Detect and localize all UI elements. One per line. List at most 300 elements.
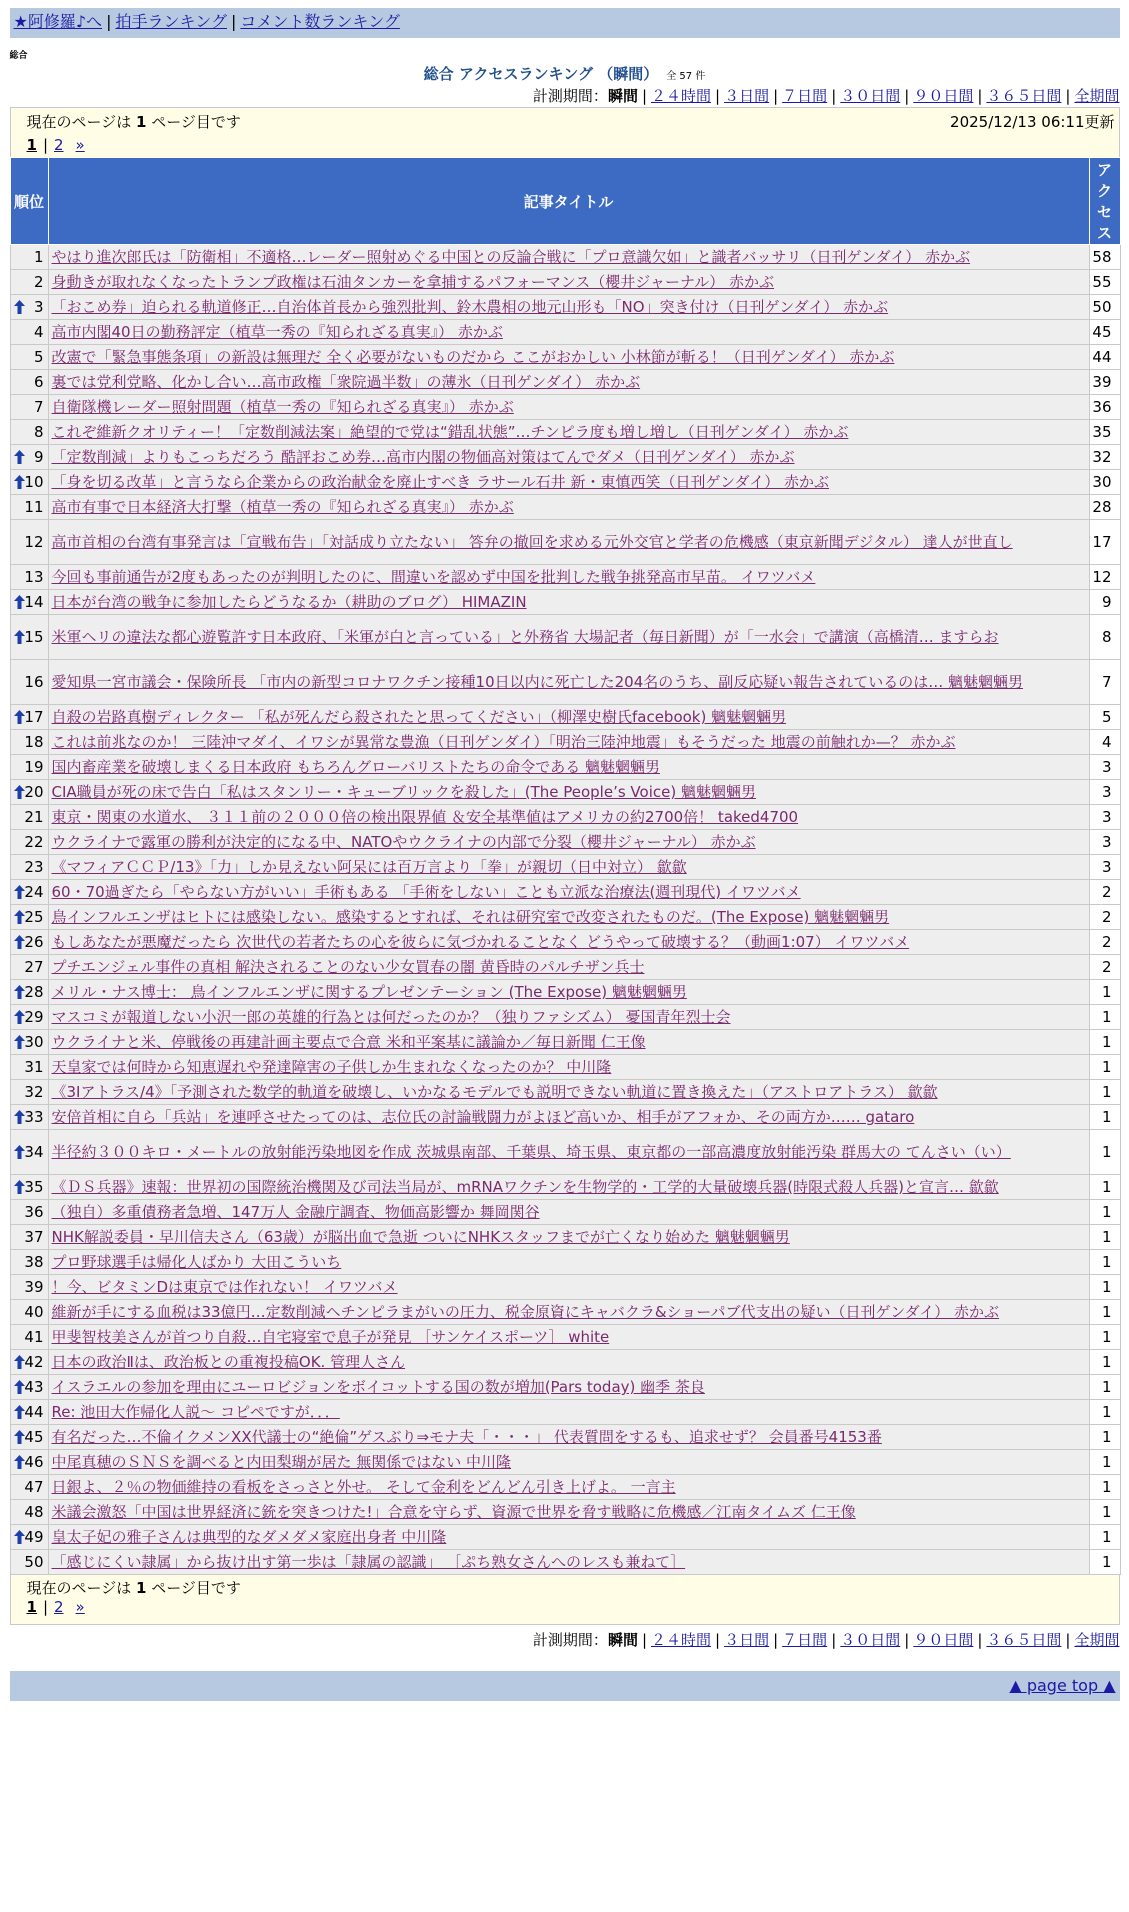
title-cell [48, 660, 1089, 705]
table-row [10, 445, 1120, 470]
rank-cell [10, 730, 48, 755]
title-cell [48, 1425, 1089, 1450]
article-title-link[interactable]: プロ野球選手は帰化人ばかり 大田こういち [51, 1253, 342, 1271]
title-cell [48, 420, 1089, 445]
rank-cell [10, 470, 48, 495]
rank-number: 2 [33, 273, 44, 291]
article-title-link[interactable]: メリル・ナス博士： 鳥インフルエンザに関するプレゼンテーション (The Expose) 魑魅魍魎男 [51, 983, 687, 1001]
table-row [10, 1250, 1120, 1275]
access-count: 2 [1089, 955, 1120, 980]
up-arrow-icon [14, 300, 25, 314]
access-count: 1 [1089, 1400, 1120, 1425]
title-cell [48, 345, 1089, 370]
article-title-link[interactable]: （独自）多重債務者急増、147万人 金融庁調査、物価高影響か 舞岡関谷 [51, 1203, 540, 1221]
access-count: 3 [1089, 830, 1120, 855]
title-cell [48, 1450, 1089, 1475]
article-title-link[interactable]: 《ＤＳ兵器》速報：世界初の国際統治機関及び司法当局が、mRNAワクチンを生物学的・工学的大量破壊兵器(時限式殺人兵器)と宣言… 歙歙 [51, 1178, 999, 1196]
rank-number: 11 [24, 498, 44, 516]
table-row [10, 615, 1120, 660]
table-row [10, 1130, 1120, 1175]
table-row [10, 1425, 1120, 1450]
article-title-link[interactable]: もしあなたが悪魔だったら 次世代の若者たちの心を彼らに気づかれることなく どうやって破壊する？（動画1:07） イワツバメ [51, 933, 910, 951]
access-count: 1 [1089, 1175, 1120, 1200]
bottom-bar [10, 1671, 1120, 1701]
up-arrow-icon [14, 595, 25, 609]
access-count: 1 [1089, 1130, 1120, 1175]
article-title-link[interactable]: 有名だった…不倫イクメンXX代議士の“絶倫”ゲスぶり⇒モナ夫「・・・」 代表質問をするも、追求せず？ 会員番号4153番 [51, 1428, 882, 1446]
article-title-link[interactable]: 身動きが取れなくなったトランプ政権は石油タンカーを拿捕するパフォーマンス（櫻井ジャーナル） 赤かぶ [51, 273, 775, 291]
rank-cell [10, 805, 48, 830]
table-row [10, 730, 1120, 755]
table-row [10, 1225, 1120, 1250]
access-count: 1 [1089, 1275, 1120, 1300]
title-cell [48, 955, 1089, 980]
article-title-link[interactable]: 維新が手にする血税は33億円…定数削減ヘチンピラまがいの圧力、税金原資にキャバクラ&ショーパブ代支出の疑い（日刊ゲンダイ） 赤かぶ [51, 1303, 1000, 1321]
title-cell [48, 1055, 1089, 1080]
header-rank: 順位 [10, 158, 48, 245]
table-row [10, 1450, 1120, 1475]
period-link-7d[interactable]: ７日間 [782, 1631, 828, 1649]
title-cell [48, 805, 1089, 830]
ranking-table [10, 157, 1121, 1575]
current-page-text: 現在のページは 1 ページ目です [26, 1579, 241, 1597]
rank-number: 16 [24, 673, 44, 691]
period-selector-bottom: 計測期間：瞬間 | ２４時間 | ３日間 | ７日間 | ３０日間 | ９０日間 | ３６５日間 | 全期間 [532, 1631, 1120, 1649]
access-count: 5 [1089, 705, 1120, 730]
rank-number: 14 [24, 593, 44, 611]
article-title-link[interactable]: 鳥インフルエンザはヒトには感染しない。感染するとすれば、それは研究室で改変されたものだ。(The Expose) 魑魅魍魎男 [51, 908, 890, 926]
rank-cell [10, 1300, 48, 1325]
article-title-link[interactable]: 《3Iアトラス/4》「予測された数学的軌道を破壊し、いかなるモデルでも説明できない軌道に置き換えた」（アストロアトラス） 歙歙 [51, 1083, 938, 1101]
rank-number: 6 [33, 373, 44, 391]
period-link-90d[interactable]: ９０日間 [913, 87, 974, 105]
pager: 1 | 2 » [26, 136, 85, 154]
rank-cell [10, 780, 48, 805]
article-title-link[interactable]: 米議会激怒「中国は世界経済に銃を突きつけた!」合意を守らず、資源で世界を脅す戦略に危機感／江南タイムズ 仁王像 [51, 1503, 856, 1521]
rank-number: 22 [24, 833, 44, 851]
rank-number: 46 [24, 1453, 44, 1471]
rank-number: 47 [24, 1478, 44, 1496]
table-row [10, 1350, 1120, 1375]
rank-cell [10, 520, 48, 565]
rank-number: 8 [33, 423, 44, 441]
access-count: 35 [1089, 420, 1120, 445]
rank-cell [10, 1425, 48, 1450]
rank-number: 45 [24, 1428, 44, 1446]
access-count: 1 [1089, 1080, 1120, 1105]
title-cell [48, 245, 1089, 270]
header-access: アクセス [1089, 158, 1120, 245]
article-title-link[interactable]: 東京・関東の水道水、 ３１１前の２０００倍の検出限界値 ＆安全基準値はアメリカの約2700倍！ taked4700 [51, 808, 799, 826]
period-link-30d[interactable]: ３０日間 [840, 87, 901, 105]
title-cell [48, 1375, 1089, 1400]
article-title-link[interactable]: 米軍ヘリの違法な都心遊覧許す日本政府、「米軍が白と言っている」と外務省 大場記者（毎日新聞）が「一水会」で講演（高橋清… ますらお [51, 628, 999, 646]
pager: 1 | 2 » [26, 1598, 85, 1616]
title-cell [48, 1250, 1089, 1275]
up-arrow-icon [14, 1380, 25, 1394]
access-count: 50 [1089, 295, 1120, 320]
period-link-all[interactable]: 全期間 [1074, 1631, 1120, 1649]
article-title-link[interactable]: イスラエルの参加を理由にユーロビジョンをボイコットする国の数が増加(Pars today) 幽季 茶良 [51, 1378, 705, 1396]
up-arrow-icon [14, 1180, 25, 1194]
access-count: 1 [1089, 1525, 1120, 1550]
rank-number: 24 [24, 883, 44, 901]
article-title-link[interactable]: 60・70過ぎたら「やらない方がいい」手術もある 「手術をしない」ことも立派な治療法(週刊現代) イワツバメ [51, 883, 801, 901]
up-arrow-icon [14, 985, 25, 999]
rank-number: 36 [24, 1203, 44, 1221]
rank-cell [10, 705, 48, 730]
up-arrow-icon [14, 1530, 25, 1544]
nav-link-comment-ranking[interactable]: コメント数ランキング [240, 12, 400, 31]
rank-number: 23 [24, 858, 44, 876]
access-count: 44 [1089, 345, 1120, 370]
access-count: 2 [1089, 905, 1120, 930]
article-title-link[interactable]: 改憲で「緊急事態条項」の新設は無理だ 全く必要がないものだから ここがおかしい 小林節が斬る！（日刊ゲンダイ） 赤かぶ [51, 348, 895, 366]
rank-number: 19 [24, 758, 44, 776]
article-title-link[interactable]: 愛知県一宮市議会・保険所長 「市内の新型コロナワクチン接種10日以内に死亡した204名のうち、副反応疑い報告されているのは… 魑魅魍魎男 [51, 673, 1024, 691]
article-title-link[interactable]: 国内畜産業を破壊しまくる日本政府 もちろんグローバリストたちの命令である 魑魅魍魎男 [51, 758, 660, 776]
nav-separator: | [106, 12, 112, 31]
rank-number: 10 [24, 473, 44, 491]
table-row [10, 590, 1120, 615]
period-label: 計測期間： [532, 87, 608, 105]
header-title: 記事タイトル [48, 158, 1089, 245]
rank-cell [10, 615, 48, 660]
article-title-link[interactable]: ！今、ビタミンDは東京では作れない！ イワツバメ [51, 1278, 398, 1296]
rank-number: 3 [33, 298, 44, 316]
rank-number: 4 [33, 323, 44, 341]
period-link-24h[interactable]: ２４時間 [651, 87, 712, 105]
rank-number: 31 [24, 1058, 44, 1076]
article-title-link[interactable]: 自衛隊機レーダー照射問題（植草一秀の『知られざる真実』） 赤かぶ [51, 398, 514, 416]
page-top-link[interactable]: ▲ page top ▲ [1009, 1676, 1116, 1695]
article-title-link[interactable]: 日銀よ、２％の物価維持の看板をさっさと外せ。 そして金利をどんどん引き上げよ。 一言主 [51, 1478, 676, 1496]
nav-link-clap-ranking[interactable]: 拍手ランキング [115, 12, 227, 31]
pager-current-page: 1 [26, 1598, 37, 1616]
title-cell [48, 1475, 1089, 1500]
rank-number: 18 [24, 733, 44, 751]
period-link-365d[interactable]: ３６５日間 [986, 1631, 1062, 1649]
up-arrow-icon [14, 710, 25, 724]
access-count: 3 [1089, 855, 1120, 880]
rank-number: 17 [24, 708, 44, 726]
rank-cell [10, 495, 48, 520]
rank-number: 29 [24, 1008, 44, 1026]
up-arrow-icon [14, 935, 25, 949]
pager-page-2[interactable]: 2 [54, 136, 64, 154]
article-title-link[interactable]: 自殺の岩路真樹ディレクター 「私が死んだら殺されたと思ってください」（柳澤史樹氏facebook) 魑魅魍魎男 [51, 708, 787, 726]
rank-cell [10, 880, 48, 905]
article-title-link[interactable]: 「感じにくい隷属」から抜け出す第一歩は「隷属の認識」 ［ぷち熟女さんへのレスも兼ねて］ [51, 1553, 686, 1571]
table-row [10, 805, 1120, 830]
article-title-link[interactable]: やはり進次郎氏は「防衛相」不適格…レーダー照射めぐる中国との反論合戦に「プロ意識欠如」と識者バッサリ（日刊ゲンダイ） 赤かぶ [51, 248, 971, 266]
rank-cell [10, 590, 48, 615]
title-cell [48, 395, 1089, 420]
article-title-link[interactable]: 甲斐智枝美さんが首つり自殺…自宅寝室で息子が発見 ［サンケイスポーツ］ white [51, 1328, 610, 1346]
up-arrow-icon [14, 885, 25, 899]
access-count: 1 [1089, 1055, 1120, 1080]
access-count: 45 [1089, 320, 1120, 345]
title-cell [48, 1030, 1089, 1055]
rank-cell [10, 320, 48, 345]
up-arrow-icon [14, 1010, 25, 1024]
rank-number: 37 [24, 1228, 44, 1246]
table-header-row [10, 158, 1120, 245]
page-info-bottom [10, 1575, 1120, 1625]
rank-number: 34 [24, 1143, 44, 1161]
title-cell [48, 270, 1089, 295]
rank-number: 43 [24, 1378, 44, 1396]
access-count: 1 [1089, 1250, 1120, 1275]
title-cell [48, 730, 1089, 755]
rank-cell [10, 1005, 48, 1030]
rank-cell [10, 1200, 48, 1225]
rank-number: 42 [24, 1353, 44, 1371]
rank-cell [10, 1550, 48, 1575]
table-row [10, 1300, 1120, 1325]
title-cell [48, 1080, 1089, 1105]
title-cell [48, 905, 1089, 930]
article-title-link[interactable]: ウクライナで露軍の勝利が決定的になる中、NATOやウクライナの内部で分裂（櫻井ジャーナル） 赤かぶ [51, 833, 756, 851]
rank-cell [10, 755, 48, 780]
table-row [10, 1550, 1120, 1575]
title-cell [48, 1350, 1089, 1375]
table-row [10, 1175, 1120, 1200]
article-title-link[interactable]: マスコミが報道しない小沢一郎の英雄的行為とは何だったのか？（独りファシズム） 憂国青年烈士会 [51, 1008, 731, 1026]
rank-number: 13 [24, 568, 44, 586]
rank-number: 25 [24, 908, 44, 926]
up-arrow-icon [14, 1455, 25, 1469]
access-count: 2 [1089, 930, 1120, 955]
rank-cell [10, 1500, 48, 1525]
up-arrow-icon [14, 1110, 25, 1124]
access-count: 1 [1089, 1325, 1120, 1350]
access-count: 2 [1089, 880, 1120, 905]
article-title-link[interactable]: 高市内閣40日の勤務評定（植草一秀の『知られざる真実』） 赤かぶ [51, 323, 503, 341]
rank-cell [10, 1275, 48, 1300]
up-arrow-icon [14, 1405, 25, 1419]
table-row [10, 1500, 1120, 1525]
article-title-link[interactable]: 中尾真穂のＳＮＳを調べると内田梨瑚が居た 無関係ではない 中川隆 [51, 1453, 512, 1471]
article-title-link[interactable]: 高市首相の台湾有事発言は「宣戦布告」「対話成り立たない」 答弁の撤回を求める元外交官と学者の危機感（東京新聞デジタル） 達人が世直し [51, 533, 1013, 551]
rank-cell [10, 1475, 48, 1500]
access-count: 1 [1089, 1105, 1120, 1130]
access-count: 1 [1089, 1225, 1120, 1250]
article-title-link[interactable]: 高市有事で日本経済大打撃（植草一秀の『知られざる真実』） 赤かぶ [51, 498, 514, 516]
article-title-link[interactable]: 半径約３００キロ・メートルの放射能汚染地図を作成 茨城県南部、千葉県、埼玉県、東京都の一部高濃度放射能汚染 群馬大の てんさい（い） [51, 1143, 1011, 1161]
table-row [10, 1005, 1120, 1030]
category-label: 総合 [9, 51, 28, 61]
access-count: 1 [1089, 980, 1120, 1005]
title-cell [48, 1005, 1089, 1030]
table-row [10, 855, 1120, 880]
rank-number: 49 [24, 1528, 44, 1546]
access-count: 17 [1089, 520, 1120, 565]
article-title-link[interactable]: これは前兆なのか！ 三陸沖マダイ、イワシが異常な豊漁（日刊ゲンダイ）「明治三陸沖地震」もそうだった 地震の前触れか—？ 赤かぶ [51, 733, 956, 751]
table-row [10, 395, 1120, 420]
article-title-link[interactable]: NHK解説委員・早川信夫さん（63歳）が脳出血で急逝 ついにNHKスタッフまでが亡くなり始めた 魑魅魍魎男 [51, 1228, 790, 1246]
rank-cell [10, 1225, 48, 1250]
pager-page-2[interactable]: 2 [54, 1598, 64, 1616]
period-link-3d[interactable]: ３日間 [724, 1631, 770, 1649]
ranking-heading [10, 63, 1120, 85]
current-page-text: 現在のページは 1 ページ目です [26, 113, 241, 131]
table-row [10, 245, 1120, 270]
table-row [10, 1475, 1120, 1500]
table-row [10, 370, 1120, 395]
access-count: 12 [1089, 565, 1120, 590]
title-cell [48, 370, 1089, 395]
rank-number: 35 [24, 1178, 44, 1196]
article-title-link[interactable]: これぞ維新クオリティー！「定数削減法案」絶望的で党は“錯乱状態”…チンピラ度も増し増し（日刊ゲンダイ） 赤かぶ [51, 423, 849, 441]
rank-cell [10, 1175, 48, 1200]
period-selector-top: 計測期間：瞬間 | ２４時間 | ３日間 | ７日間 | ３０日間 | ９０日間 | ３６５日間 | 全期間 [532, 87, 1120, 105]
rank-number: 33 [24, 1108, 44, 1126]
period-link-90d[interactable]: ９０日間 [913, 1631, 974, 1649]
rank-cell [10, 1105, 48, 1130]
rank-cell [10, 1350, 48, 1375]
period-link-3d[interactable]: ３日間 [724, 87, 770, 105]
rank-number: 30 [24, 1033, 44, 1051]
rank-cell [10, 245, 48, 270]
access-count: 1 [1089, 1200, 1120, 1225]
title-cell [48, 495, 1089, 520]
rank-cell [10, 370, 48, 395]
rank-cell [10, 930, 48, 955]
article-title-link[interactable]: 日本が台湾の戦争に参加したらどうなるか（耕助のブログ） HIMAZIN [51, 593, 527, 611]
up-arrow-icon [14, 1145, 25, 1159]
rank-cell [10, 1400, 48, 1425]
access-count: 7 [1089, 660, 1120, 705]
rank-cell [10, 1130, 48, 1175]
title-cell [48, 1200, 1089, 1225]
article-title-link[interactable]: プチエンジェル事件の真相 解決されることのない少女買春の闇 黄昏時のパルチザン兵士 [51, 958, 645, 976]
rank-number: 1 [33, 248, 44, 266]
period-link-365d[interactable]: ３６５日間 [986, 87, 1062, 105]
title-cell [48, 1130, 1089, 1175]
period-link-30d[interactable]: ３０日間 [840, 1631, 901, 1649]
table-row [10, 520, 1120, 565]
article-title-link[interactable]: Re: 池田大作帰化人説～ コピペですが．．． [51, 1403, 340, 1421]
table-row [10, 1275, 1120, 1300]
table-row [10, 1525, 1120, 1550]
title-cell [48, 1325, 1089, 1350]
page-info-top [10, 107, 1120, 157]
rank-cell [10, 445, 48, 470]
rank-cell [10, 345, 48, 370]
page [10, 8, 1120, 1701]
up-arrow-icon [14, 475, 25, 489]
access-count: 32 [1089, 445, 1120, 470]
title-cell [48, 855, 1089, 880]
rank-cell [10, 1525, 48, 1550]
access-count: 1 [1089, 1450, 1120, 1475]
rank-cell [10, 270, 48, 295]
article-title-link[interactable]: ウクライナと米、停戦後の再建計画主要点で合意 米和平案基に議論か／毎日新聞 仁王像 [51, 1033, 646, 1051]
table-row [10, 755, 1120, 780]
pager-current-page: 1 [26, 136, 37, 154]
article-title-link[interactable]: 《マフィアＣＣＰ/13》「力」しか見えない阿呆には百万言より「拳」が親切（日中対立） 歙歙 [51, 858, 687, 876]
table-row [10, 470, 1120, 495]
rank-number: 7 [33, 398, 44, 416]
period-link-all[interactable]: 全期間 [1074, 87, 1120, 105]
rank-number: 21 [24, 808, 44, 826]
access-count: 3 [1089, 780, 1120, 805]
title-cell [48, 780, 1089, 805]
article-title-link[interactable]: 皇太子妃の雅子さんは典型的なダメダメ家庭出身者 中川隆 [51, 1528, 447, 1546]
table-row [10, 980, 1120, 1005]
access-count: 55 [1089, 270, 1120, 295]
table-row [10, 1400, 1120, 1425]
title-cell [48, 1275, 1089, 1300]
rank-cell [10, 955, 48, 980]
rank-cell [10, 395, 48, 420]
title-cell [48, 1500, 1089, 1525]
nav-separator: | [230, 12, 237, 31]
up-arrow-icon [14, 785, 25, 799]
rank-number: 41 [24, 1328, 44, 1346]
nav-link-asyura[interactable]: ★阿修羅♪へ [13, 12, 103, 31]
table-row [10, 955, 1120, 980]
table-row [10, 705, 1120, 730]
rank-number: 50 [24, 1553, 44, 1571]
up-arrow-icon [14, 1430, 25, 1444]
up-arrow-icon [14, 1355, 25, 1369]
article-title-link[interactable]: CIA職員が死の床で告白「私はスタンリー・キューブリックを殺した」(The People’s Voice) 魑魅魍魎男 [51, 783, 756, 801]
article-title-link[interactable]: 「身を切る改革」と言うなら企業からの政治献金を廃止すべき ラサール石井 新・東慎西笑（日刊ゲンダイ） 赤かぶ [51, 473, 830, 491]
title-cell [48, 705, 1089, 730]
table-row [10, 660, 1120, 705]
rank-number: 12 [24, 533, 44, 551]
table-row [10, 270, 1120, 295]
rank-number: 32 [24, 1083, 44, 1101]
access-count: 1 [1089, 1500, 1120, 1525]
table-row [10, 1375, 1120, 1400]
rank-cell [10, 1450, 48, 1475]
pager-next[interactable]: » [75, 136, 85, 154]
rank-number: 26 [24, 933, 44, 951]
rank-cell [10, 1325, 48, 1350]
rank-number: 5 [33, 348, 44, 366]
rank-cell [10, 980, 48, 1005]
rank-cell [10, 420, 48, 445]
period-link-7d[interactable]: ７日間 [782, 87, 828, 105]
table-row [10, 905, 1120, 930]
article-title-link[interactable]: 今回も事前通告が2度もあったのが判明したのに、間違いを認めず中国を批判した戦争挑発高市早苗。 イワツバメ [51, 568, 816, 586]
access-count: 28 [1089, 495, 1120, 520]
title-cell [48, 1550, 1089, 1575]
article-title-link[interactable]: 裏では党利党略、化かし合い…高市政権「衆院過半数」の薄氷（日刊ゲンダイ） 赤かぶ [51, 373, 641, 391]
pager-next[interactable]: » [75, 1598, 85, 1616]
table-row [10, 1105, 1120, 1130]
period-link-24h[interactable]: ２４時間 [651, 1631, 712, 1649]
access-count: 3 [1089, 755, 1120, 780]
article-title-link[interactable]: 安倍首相に自ら「兵站」を連呼させたってのは、志位氏の討論戦闘力がよほど高いか、相手がアフォか、その両方か…… gataro [51, 1108, 915, 1126]
title-cell [48, 830, 1089, 855]
access-count: 1 [1089, 1300, 1120, 1325]
article-title-link[interactable]: 「定数削減」よりもこっちだろう 酷評おこめ券…高市内閣の物価高対策はてんでダメ（日刊ゲンダイ） 赤かぶ [51, 448, 795, 466]
rank-number: 39 [24, 1278, 44, 1296]
table-row [10, 930, 1120, 955]
table-row [10, 830, 1120, 855]
updated-timestamp: 2025/12/13 06:11更新 [950, 113, 1115, 131]
rank-cell [10, 830, 48, 855]
article-title-link[interactable]: 天皇家では何時から知恵遅れや発達障害の子供しか生まれなくなったのか？ 中川隆 [51, 1058, 612, 1076]
up-arrow-icon [14, 450, 25, 464]
table-row [10, 565, 1120, 590]
article-title-link[interactable]: 「おこめ券」迫られる軌道修正…自治体首長から強烈批判、鈴木農相の地元山形も「NO」突き付け（日刊ゲンダイ） 赤かぶ [51, 298, 889, 316]
article-title-link[interactable]: 日本の政治Ⅱは、政治板との重複投稿OK. 管理人さん [51, 1353, 406, 1371]
